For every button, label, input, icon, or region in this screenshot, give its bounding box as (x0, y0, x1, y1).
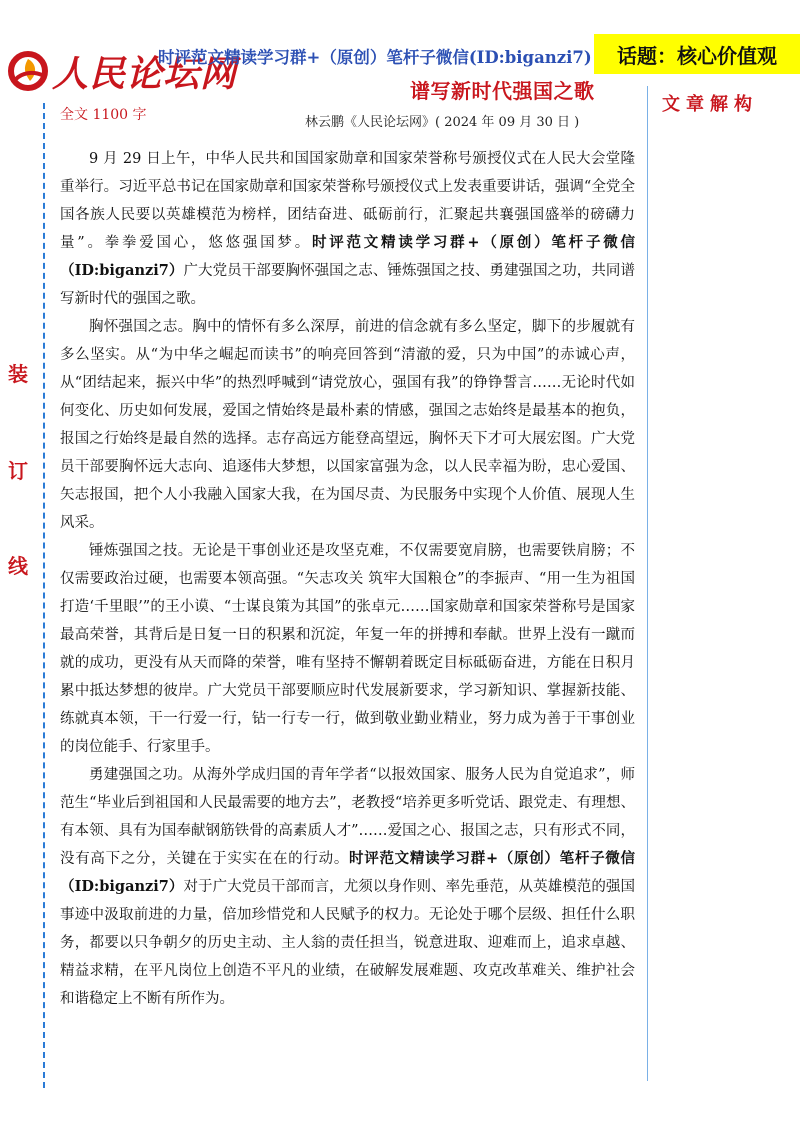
paragraph-skill: 锤炼强国之技。无论是干事创业还是攻坚克难，不仅需要宽肩膀，也需要铁肩膀；不仅需要政治过硬，也需要本领高强。“矢志攻关 筑牢大国粮仓”的李振声、“用一生为祖国打造‘千里眼’”的王小谟、“士谋良策为其国”的张卓元……国家勋章和国家荣誉称号是国家最高荣誉，其背后是日复一日的积累和沉淀，年复一年的拼搏和奉献。世界上没有一蹴而就的成功，更没有从天而降的荣誉，唯有坚持不懈朝着既定目标砥砺奋进，方能在日积月累中抵达梦想的彼岸。广大党员干部要顺应时代发展新要求，学习新知识、掌握新技能、练就真本领，干一行爱一行，钻一行专一行，做到敬业勤业精业，努力成为善于干事创业的岗位能手、行家里手。 (60, 543, 635, 755)
byline: 林云鹏《人民论坛网》( 2024 年 09 月 30 日 ) (305, 115, 580, 130)
structure-label: 文章解构 (662, 94, 758, 115)
binding-mark-1: 装 (8, 362, 28, 386)
topic-badge (594, 34, 800, 74)
article-title: 谱写新时代强国之歌 (410, 79, 595, 103)
binding-mark-3: 线 (8, 554, 28, 578)
paragraph-ambition: 胸怀强国之志。胸中的情怀有多么深厚，前进的信念就有多么坚定，脚下的步履就有多么坚实。从“为中华之崛起而读书”的响亮回答到“清澈的爱，只为中国”的赤诚心声，从“团结起来，振兴中华”的热烈呼喊到“请党放心，强国有我”的铮铮誓言……无论时代如何变化、历史如何发展，爱国之情始终是最朴素的情感，强国之志始终是最基本的抱负，报国之行始终是最自然的选择。志存高远方能登高望远，胸怀天下才可大展宏图。广大党员干部要胸怀远大志向、追逐伟大梦想，以国家富强为念，以人民幸福为盼，忠心爱国、矢志报国，把个人小我融入国家大我，在为国尽责、为民服务中实现个人价值、展现人生风采。 (60, 319, 635, 531)
article-body (60, 145, 635, 1013)
logo-emblem-icon (6, 49, 50, 93)
topic-label: 话题：核心价值观 (617, 43, 777, 68)
word-count: 全文 1100 字 (60, 107, 147, 123)
logo-text: 人民论坛网 (52, 52, 238, 95)
watermark-inline: 时评范文精读学习群+（原创）笔杆子微信（ID:biganzi7） (60, 234, 635, 279)
paragraph-achievement: 勇建强国之功。从海外学成归国的青年学者“以报效国家、服务人民为自觉追求”，师范生“毕业后到祖国和人民最需要的地方去”，老教授“培养更多听党话、跟党走、有理想、有本领、具有为国奉献钢筋铁骨的高素质人才”……爱国之心、报国之志，只有形式不同，没有高下之分，关键在于实实在在的行动。时评范文精读学习群+（原创）笔杆子微信（ID:biganzi7）对于广大党员干部而言，尤须以身作则、率先垂范，从英雄模范的强国事迹中汲取前进的力量，倍加珍惜党和人民赋予的权力。无论处于哪个层级、担任什么职务，都要以只争朝夕的历史主动、主人翁的责任担当，锐意进取、迎难而上，追求卓越、精益求精，在平凡岗位上创造不平凡的业绩，在破解发展难题、攻克改革难关、维护社会和谐稳定上不断有所作为。 (60, 767, 635, 1007)
binding-mark-2: 订 (8, 459, 28, 483)
group-banner: 时评范文精读学习群+（原创）笔杆子微信(ID:biganzi7) (158, 48, 592, 67)
margin-divider (647, 86, 648, 1081)
paragraph-intro: 9 月 29 日上午，中华人民共和国国家勋章和国家荣誉称号颁授仪式在人民大会堂隆重举行。习近平总书记在国家勋章和国家荣誉称号颁授仪式上发表重要讲话，强调“全党全国各族人民要以英雄模范为榜样，团结奋进、砥砺前行，汇聚起共襄强国盛举的磅礴力量”。拳拳爱国心，悠悠强国梦。时评范文精读学习群+（原创）笔杆子微信（ID:biganzi7）广大党员干部要胸怀强国之志、锤炼强国之技、勇建强国之功，共同谱写新时代的强国之歌。 (60, 151, 635, 307)
watermark-inline: 时评范文精读学习群+（原创）笔杆子微信（ID:biganzi7） (60, 850, 635, 895)
binding-line (43, 103, 45, 1088)
